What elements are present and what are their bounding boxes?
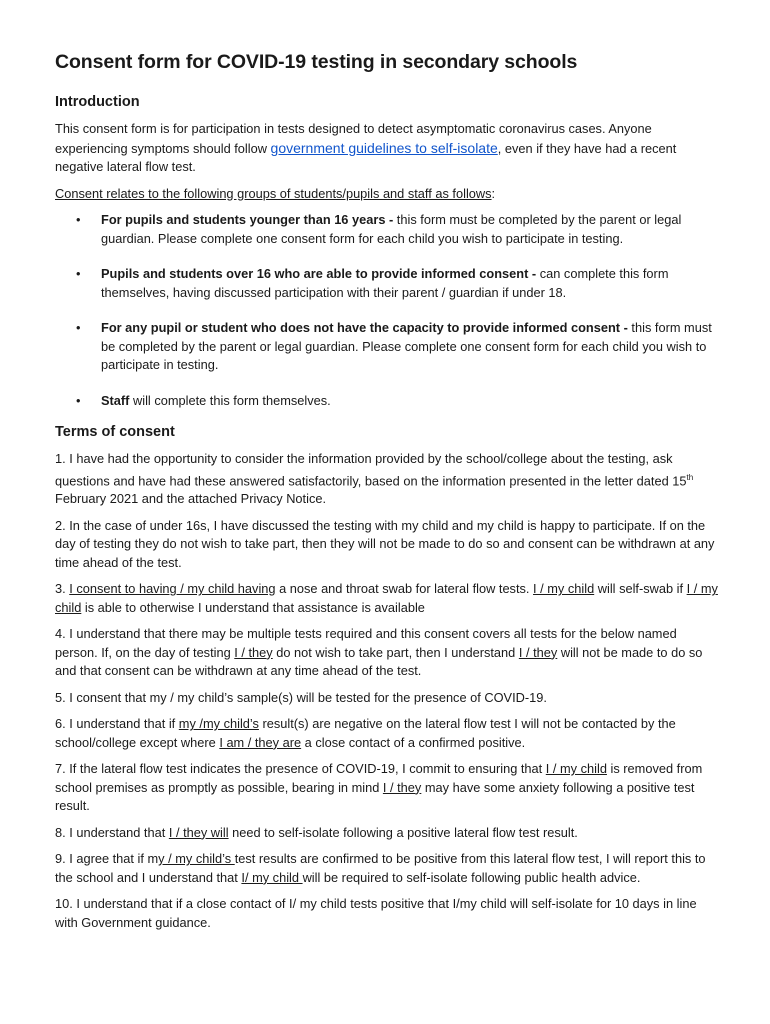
term-underlined: I / they <box>382 779 422 795</box>
term-10: 10. I understand that if a close contact of I/ my child tests positive that I/my child will self-isolate for 10 days in line with Government guidance. <box>55 896 697 930</box>
term-text: do not wish to take part, then I understand <box>272 644 519 660</box>
terms-section <box>55 424 718 932</box>
term-text: need to self-isolate following a positive lateral flow test result. <box>228 824 578 840</box>
bullet-icon: • <box>76 392 81 408</box>
term-text: will be required to self-isolate following public health advice. <box>302 869 641 885</box>
intro-paragraph <box>55 120 718 177</box>
term-superscript: th <box>686 472 694 482</box>
term-text: 4. I understand that there may be multiple tests required and this consent covers all tests for the below named person. If, on the day of testing <box>55 626 677 660</box>
group-title: For pupils and students younger than 16 years - <box>101 212 394 227</box>
consent-groups-list <box>55 211 718 410</box>
term-4 <box>55 625 718 681</box>
term-6 <box>55 715 718 752</box>
group-title: Pupils and students over 16 who are able to provide informed consent - <box>101 266 537 281</box>
term-7 <box>55 760 718 816</box>
term-underlined: y / my child’s <box>158 851 235 867</box>
terms-heading: Terms of consent <box>55 424 175 440</box>
intro-text-part: This consent form is for participation in tests designed to detect asymptomatic coronavirus cases. Anyone experiencing symptoms should follow <box>55 121 652 156</box>
term-underlined: I / my child <box>533 581 595 597</box>
term-text: 1. I have had the opportunity to consider the information provided by the school/college about the testing, ask questions and have had these answered satisfactorily, based on the information presented in the letter dated 15 <box>55 451 687 488</box>
term-underlined: I consent to having / my child having <box>69 581 276 597</box>
consent-groups-underlined: Consent relates to the following groups of students/pupils and staff as follows <box>55 185 492 201</box>
term-3 <box>55 580 718 617</box>
term-underlined: I / they <box>518 644 558 660</box>
term-text: is removed from school premises as promptly as possible, bearing in mind <box>55 761 703 795</box>
term-2: 2. In the case of under 16s, I have discussed the testing with my child and my child is happy to participate. If on the day of testing they do not wish to take part, then they will not be made to do so and consent can be withdrawn at any time ahead of the test. <box>55 517 715 570</box>
term-text: will not be made to do so and that consent can be withdrawn at any time ahead of the test. <box>55 644 703 679</box>
list-item <box>55 319 718 375</box>
list-item <box>55 211 718 248</box>
term-text: February 2021 and the attached Privacy Notice. <box>55 491 327 507</box>
group-text: this form must be completed by the parent or legal guardian. Please complete one consent form for each child you wish to participate in testing. <box>101 212 682 246</box>
term-text: 8. I understand that <box>55 824 169 840</box>
term-underlined: my /my child’s <box>178 716 259 732</box>
term-text: may have some anxiety following a positive test result. <box>55 779 695 814</box>
term-underlined: I / they <box>234 644 273 660</box>
term-text: 3. <box>55 581 70 597</box>
term-8 <box>55 824 718 843</box>
intro-text-part: , even if they have had a recent negative lateral flow test. <box>55 140 677 174</box>
term-underlined: I / my child <box>545 761 607 777</box>
term-underlined: I am / they are <box>219 734 302 750</box>
term-1 <box>55 450 718 509</box>
term-9 <box>55 850 718 887</box>
term-underlined: I / they will <box>168 824 229 840</box>
term-text: result(s) are negative on the lateral flow test I will not be contacted by the school/college except where <box>55 716 676 750</box>
term-text: 6. I understand that if <box>55 716 179 732</box>
group-title: For any pupil or student who does not have the capacity to provide informed consent - <box>101 320 628 335</box>
group-text: will complete this form themselves. <box>129 392 331 408</box>
list-item <box>55 392 718 411</box>
page-title: Consent form for COVID-19 testing in secondary schools <box>55 51 578 73</box>
term-text: test results are confirmed to be positive from this lateral flow test, I will report this to the school and I understand that <box>55 851 706 885</box>
bullet-icon: • <box>76 266 81 281</box>
introduction-heading: Introduction <box>55 94 140 110</box>
term-5: 5. I consent that my / my child’s sample(s) will be tested for the presence of COVID-19. <box>55 689 547 705</box>
bullet-icon: • <box>76 320 81 335</box>
term-text: a nose and throat swab for lateral flow tests. <box>275 581 534 597</box>
group-text: can complete this form themselves, having discussed participation with their parent / guardian if under 18. <box>101 266 669 300</box>
term-text: will self-swab if <box>594 581 687 597</box>
consent-groups-intro <box>55 185 718 204</box>
self-isolate-guidelines-link[interactable]: government guidelines to self-isolate <box>270 139 498 156</box>
term-underlined: I/ my child <box>241 869 303 885</box>
term-text: 9. I agree that if m <box>55 851 159 867</box>
bullet-icon: • <box>76 212 81 227</box>
group-text: this form must be completed by the parent or legal guardian. Please complete one consent form for each child you wish to participate in testing. <box>101 320 712 372</box>
term-underlined: I / my child <box>55 581 718 615</box>
list-item <box>55 265 718 302</box>
term-text: 7. If the lateral flow test indicates the presence of COVID-19, I commit to ensuring that <box>55 761 546 777</box>
group-title: Staff <box>101 392 130 408</box>
consent-groups-colon: : <box>491 185 496 201</box>
term-text: a close contact of a confirmed positive. <box>301 734 526 750</box>
term-text: is able to otherwise I understand that assistance is available <box>81 599 425 615</box>
